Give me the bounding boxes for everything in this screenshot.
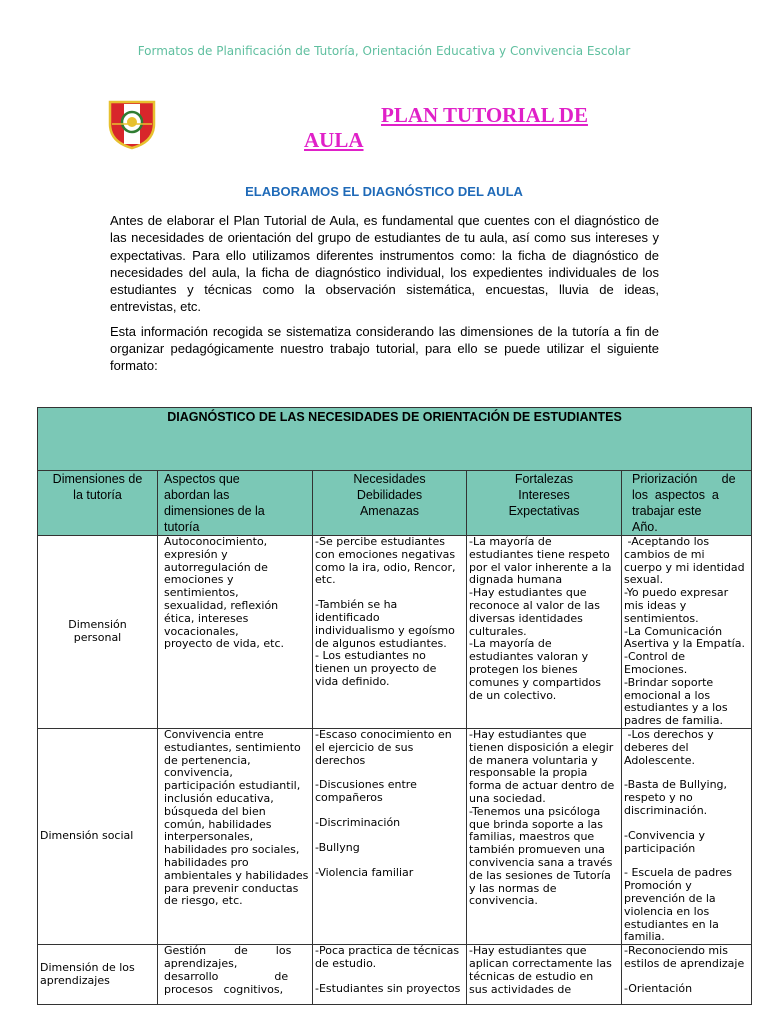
cell-line: -Convivencia y bbox=[624, 828, 706, 842]
cell-line: de riesgo, etc. bbox=[164, 894, 243, 908]
cell-line: convivencia sana a través bbox=[469, 855, 613, 869]
cell-line: búsqueda del bien bbox=[164, 804, 266, 818]
cell-line: -Reconociendo mis bbox=[624, 944, 728, 958]
cell-line: procesos cognitivos, bbox=[164, 982, 284, 996]
cell-line: Emociones. bbox=[624, 662, 688, 676]
cell-line: respeto y no bbox=[624, 791, 693, 805]
cell-line: reconoce al valor de las bbox=[469, 598, 600, 612]
section-heading: ELABORAMOS EL DIAGNÓSTICO DEL AULA bbox=[245, 184, 523, 199]
cell-line: dimensiones de la bbox=[164, 504, 265, 518]
cell-line: familia. bbox=[624, 930, 665, 944]
cell-line: personal bbox=[73, 630, 122, 644]
cell-line: cambios de mi bbox=[624, 547, 705, 561]
cell-line: la tutoría bbox=[73, 488, 122, 502]
cell-line: de algunos estudiantes. bbox=[315, 636, 447, 650]
intro-paragraph-1: Antes de elaborar el Plan Tutorial de Aula, es fundamental que cuentes con el diagnóstico de las necesidades de orientación del grupo de estudiantes de tu aula, así como sus intereses y expectativas. Para ello utilizamos diferentes instrumentos como: la ficha de diagnóstico de necesidades del aula, la ficha de diagnóstico individual, los expedientes individuales de los estudiantes y técnicas como la observación sistemática, encuestas, lluvia de ideas, entrevistas, etc. bbox=[110, 213, 659, 315]
header-aspectos bbox=[158, 471, 313, 536]
cell-line: los aspectos a bbox=[632, 488, 719, 502]
cell-line: -Aceptando los bbox=[624, 535, 710, 548]
cell-line: -Estudiantes sin proyectos bbox=[315, 981, 461, 995]
cell-line: Amenazas bbox=[359, 504, 420, 518]
cell-line: -La mayoría de bbox=[469, 535, 552, 548]
cell-line: con emociones negativas bbox=[315, 547, 456, 561]
cell-line: desarrollo de bbox=[164, 969, 289, 983]
cell-line: Fortalezas bbox=[514, 472, 574, 486]
cell-line: protegen los bienes bbox=[469, 662, 578, 676]
cell-line: -Violencia familiar bbox=[315, 865, 414, 879]
cell-line: participación estudiantil, bbox=[164, 779, 301, 793]
cell-line: Adolescente. bbox=[624, 753, 695, 767]
cell-line: y las normas de bbox=[469, 881, 557, 895]
cell-line: -Tenemos una psicóloga bbox=[469, 804, 601, 818]
table-header-row bbox=[38, 471, 752, 536]
cell-line: Año. bbox=[632, 520, 658, 534]
cell-line: emociones y bbox=[164, 573, 234, 587]
cell-line: convivencia. bbox=[469, 894, 538, 908]
cell-line: Aspectos que bbox=[164, 472, 240, 486]
cell-line: - Los estudiantes no bbox=[315, 649, 426, 663]
cell-line: Necesidades bbox=[353, 472, 426, 486]
cell-line: -Discusiones entre bbox=[315, 778, 417, 792]
cell-line: Dimensión de los bbox=[40, 960, 135, 974]
cell-line: Dimensión social bbox=[40, 829, 134, 843]
cell-line: padres de familia. bbox=[624, 714, 723, 728]
cell-line: -Escaso conocimiento en bbox=[315, 727, 452, 741]
cell-line: -Hay estudiantes que bbox=[469, 944, 587, 958]
cell-line: Dimensión bbox=[68, 618, 127, 632]
cell-line: dignada humana bbox=[469, 573, 563, 587]
cell-line: de manera voluntaria y bbox=[469, 753, 598, 767]
cell-line: -Hay estudiantes que bbox=[469, 586, 587, 600]
cell-line: abordan las bbox=[164, 488, 230, 502]
line-gap bbox=[624, 818, 749, 830]
cell-line: sentimientos, bbox=[164, 586, 239, 600]
line-gap bbox=[315, 855, 464, 867]
cell-line: forma de actuar dentro de bbox=[469, 779, 615, 793]
cell-line: Intereses bbox=[518, 488, 570, 502]
fortalezas-cell bbox=[467, 945, 622, 1005]
cell-line: -La Comunicación bbox=[624, 624, 723, 638]
cell-line: aplican correctamente las bbox=[469, 956, 612, 970]
cell-line: derechos bbox=[315, 753, 366, 767]
header-fortalezas bbox=[467, 471, 622, 536]
cell-line: ética, intereses bbox=[164, 611, 249, 625]
cell-line: -Discriminación bbox=[315, 815, 401, 829]
cell-line: Dimensiones de bbox=[52, 472, 143, 486]
line-gap bbox=[315, 830, 464, 842]
table-row bbox=[38, 536, 752, 729]
cell-line: vida definido. bbox=[315, 674, 390, 688]
cell-line: estudiantes tiene respeto bbox=[469, 547, 610, 561]
cell-line: -Bullyng bbox=[315, 840, 360, 854]
necesidades-cell bbox=[313, 536, 467, 729]
aspectos-cell bbox=[158, 945, 313, 1005]
cell-line: de las sesiones de Tutoría bbox=[469, 868, 611, 882]
cell-line: compañeros bbox=[315, 791, 383, 805]
cell-line: deberes del bbox=[624, 740, 689, 754]
cell-line: identificado bbox=[315, 610, 380, 624]
cell-line: habilidades pro bbox=[164, 855, 249, 869]
aspectos-cell bbox=[158, 536, 313, 729]
cell-line: Autoconocimiento, bbox=[164, 535, 268, 548]
cell-line: vocacionales, bbox=[164, 624, 239, 638]
line-gap bbox=[624, 971, 749, 983]
school-crest-icon bbox=[106, 98, 158, 150]
header-dimensiones bbox=[38, 471, 158, 536]
dimension-cell bbox=[38, 728, 158, 944]
cell-line: estudiantes, sentimiento bbox=[164, 740, 301, 754]
cell-line: -Basta de Bullying, bbox=[624, 778, 728, 792]
fortalezas-cell bbox=[467, 536, 622, 729]
cell-line: comunes y compartidos bbox=[469, 675, 601, 689]
cell-line: expresión y bbox=[164, 547, 228, 561]
cell-line: estudiantes y a los bbox=[624, 701, 728, 715]
header-priorizacion bbox=[622, 471, 752, 536]
cell-line: Gestión de los bbox=[164, 944, 292, 958]
cell-line: de un colectivo. bbox=[469, 688, 557, 702]
cell-line: también promueven una bbox=[469, 843, 605, 857]
cell-line: responsable la propia bbox=[469, 766, 588, 780]
cell-line: tutoría bbox=[164, 520, 200, 534]
cell-line: emocional a los bbox=[624, 688, 711, 702]
cell-line: de estudio. bbox=[315, 956, 377, 970]
cell-line: aprendizajes bbox=[40, 973, 110, 987]
plan-title bbox=[304, 103, 624, 153]
cell-line: -Control de bbox=[624, 650, 685, 664]
cell-line: común, habilidades bbox=[164, 817, 272, 831]
cell-line: Asertiva y la Empatía. bbox=[624, 637, 745, 651]
priorizacion-cell bbox=[622, 945, 752, 1005]
cell-line: Debilidades bbox=[356, 488, 423, 502]
cell-line: Promoción y bbox=[624, 879, 692, 893]
necesidades-cell bbox=[313, 728, 467, 944]
plan-title-line1: PLAN TUTORIAL DE bbox=[381, 103, 588, 127]
cell-line: que brinda soporte a las bbox=[469, 817, 604, 831]
cell-line: estudiantes en la bbox=[624, 917, 719, 931]
cell-line: estudiantes valoran y bbox=[469, 650, 589, 664]
table-row bbox=[38, 728, 752, 944]
table-title: DIAGNÓSTICO DE LAS NECESIDADES DE ORIENTACIÓN DE ESTUDIANTES bbox=[38, 408, 752, 471]
priorizacion-cell bbox=[622, 728, 752, 944]
cell-line: participación bbox=[624, 841, 696, 855]
dimension-cell bbox=[38, 536, 158, 729]
cell-line: Priorización de bbox=[632, 472, 736, 486]
cell-line: -Orientación bbox=[624, 981, 693, 995]
table-row bbox=[38, 945, 752, 1005]
cell-line: -También se ha bbox=[315, 598, 398, 612]
cell-line: interpersonales, bbox=[164, 830, 254, 844]
cell-line: etc. bbox=[315, 573, 336, 587]
plan-title-line2: AULA bbox=[304, 128, 364, 152]
cell-line: sexual. bbox=[624, 573, 664, 587]
cell-line: una sociedad. bbox=[469, 791, 546, 805]
cell-line: culturales. bbox=[469, 624, 527, 638]
header-necesidades bbox=[313, 471, 467, 536]
cell-line: convivencia, bbox=[164, 766, 233, 780]
intro-paragraph-2: Esta información recogida se sistematiza considerando las dimensiones de la tutoría a fin de organizar pedagógicamente nuestro trabajo tutorial, para ello se puede utilizar el siguiente formato: bbox=[110, 323, 659, 374]
diagnostic-table bbox=[37, 407, 752, 1005]
cell-line: como la ira, odio, Rencor, bbox=[315, 560, 456, 574]
cell-line: proyecto de vida, etc. bbox=[164, 637, 285, 651]
aspectos-cell bbox=[158, 728, 313, 944]
cell-line: estilos de aprendizaje bbox=[624, 956, 745, 970]
cell-line: mis ideas y bbox=[624, 598, 687, 612]
cell-line: habilidades pro sociales, bbox=[164, 843, 300, 857]
cell-line: tienen disposición a elegir bbox=[469, 740, 614, 754]
cell-line: discriminación. bbox=[624, 803, 708, 817]
cell-line: de pertenencia, bbox=[164, 753, 251, 767]
fortalezas-cell bbox=[467, 728, 622, 944]
cell-line: por el valor inherente a la bbox=[469, 560, 612, 574]
cell-line: -Yo puedo expresar bbox=[624, 586, 729, 600]
cell-line: -Los derechos y bbox=[624, 727, 714, 741]
cell-line: familias, maestros que bbox=[469, 830, 595, 844]
dimension-cell bbox=[38, 945, 158, 1005]
running-header: Formatos de Planificación de Tutoría, Orientación Educativa y Convivencia Escolar bbox=[137, 44, 631, 58]
cell-line: prevención de la bbox=[624, 891, 716, 905]
cell-line: aprendizajes, bbox=[164, 956, 238, 970]
intro-text bbox=[110, 212, 659, 382]
cell-line: violencia en los bbox=[624, 904, 710, 918]
cell-line: Convivencia entre bbox=[164, 727, 264, 741]
cell-line: ambientales y habilidades bbox=[164, 868, 309, 882]
cell-line: tienen un proyecto de bbox=[315, 662, 437, 676]
cell-line: individualismo y egoísmo bbox=[315, 623, 455, 637]
priorizacion-cell bbox=[622, 536, 752, 729]
cell-line: -Se percibe estudiantes bbox=[315, 535, 445, 548]
cell-line: inclusión educativa, bbox=[164, 791, 274, 805]
cell-line: diversas identidades bbox=[469, 611, 583, 625]
cell-line: -Poca practica de técnicas bbox=[315, 944, 460, 958]
cell-line: sus actividades de bbox=[469, 982, 572, 996]
cell-line: -Hay estudiantes que bbox=[469, 727, 587, 741]
cell-line: cuerpo y mi identidad bbox=[624, 560, 745, 574]
cell-line: Expectativas bbox=[508, 504, 580, 518]
cell-line: -Brindar soporte bbox=[624, 675, 714, 689]
cell-line: el ejercicio de sus bbox=[315, 740, 414, 754]
cell-line: sexualidad, reflexión bbox=[164, 598, 279, 612]
cell-line: autorregulación de bbox=[164, 560, 268, 574]
cell-line: -La mayoría de bbox=[469, 637, 552, 651]
line-gap bbox=[315, 971, 464, 983]
cell-line: para prevenir conductas bbox=[164, 881, 299, 895]
cell-line: - Escuela de padres bbox=[624, 866, 732, 880]
cell-line: sentimientos. bbox=[624, 611, 699, 625]
necesidades-cell bbox=[313, 945, 467, 1005]
cell-line: trabajar este bbox=[632, 504, 702, 518]
cell-line: técnicas de estudio en bbox=[469, 969, 594, 983]
